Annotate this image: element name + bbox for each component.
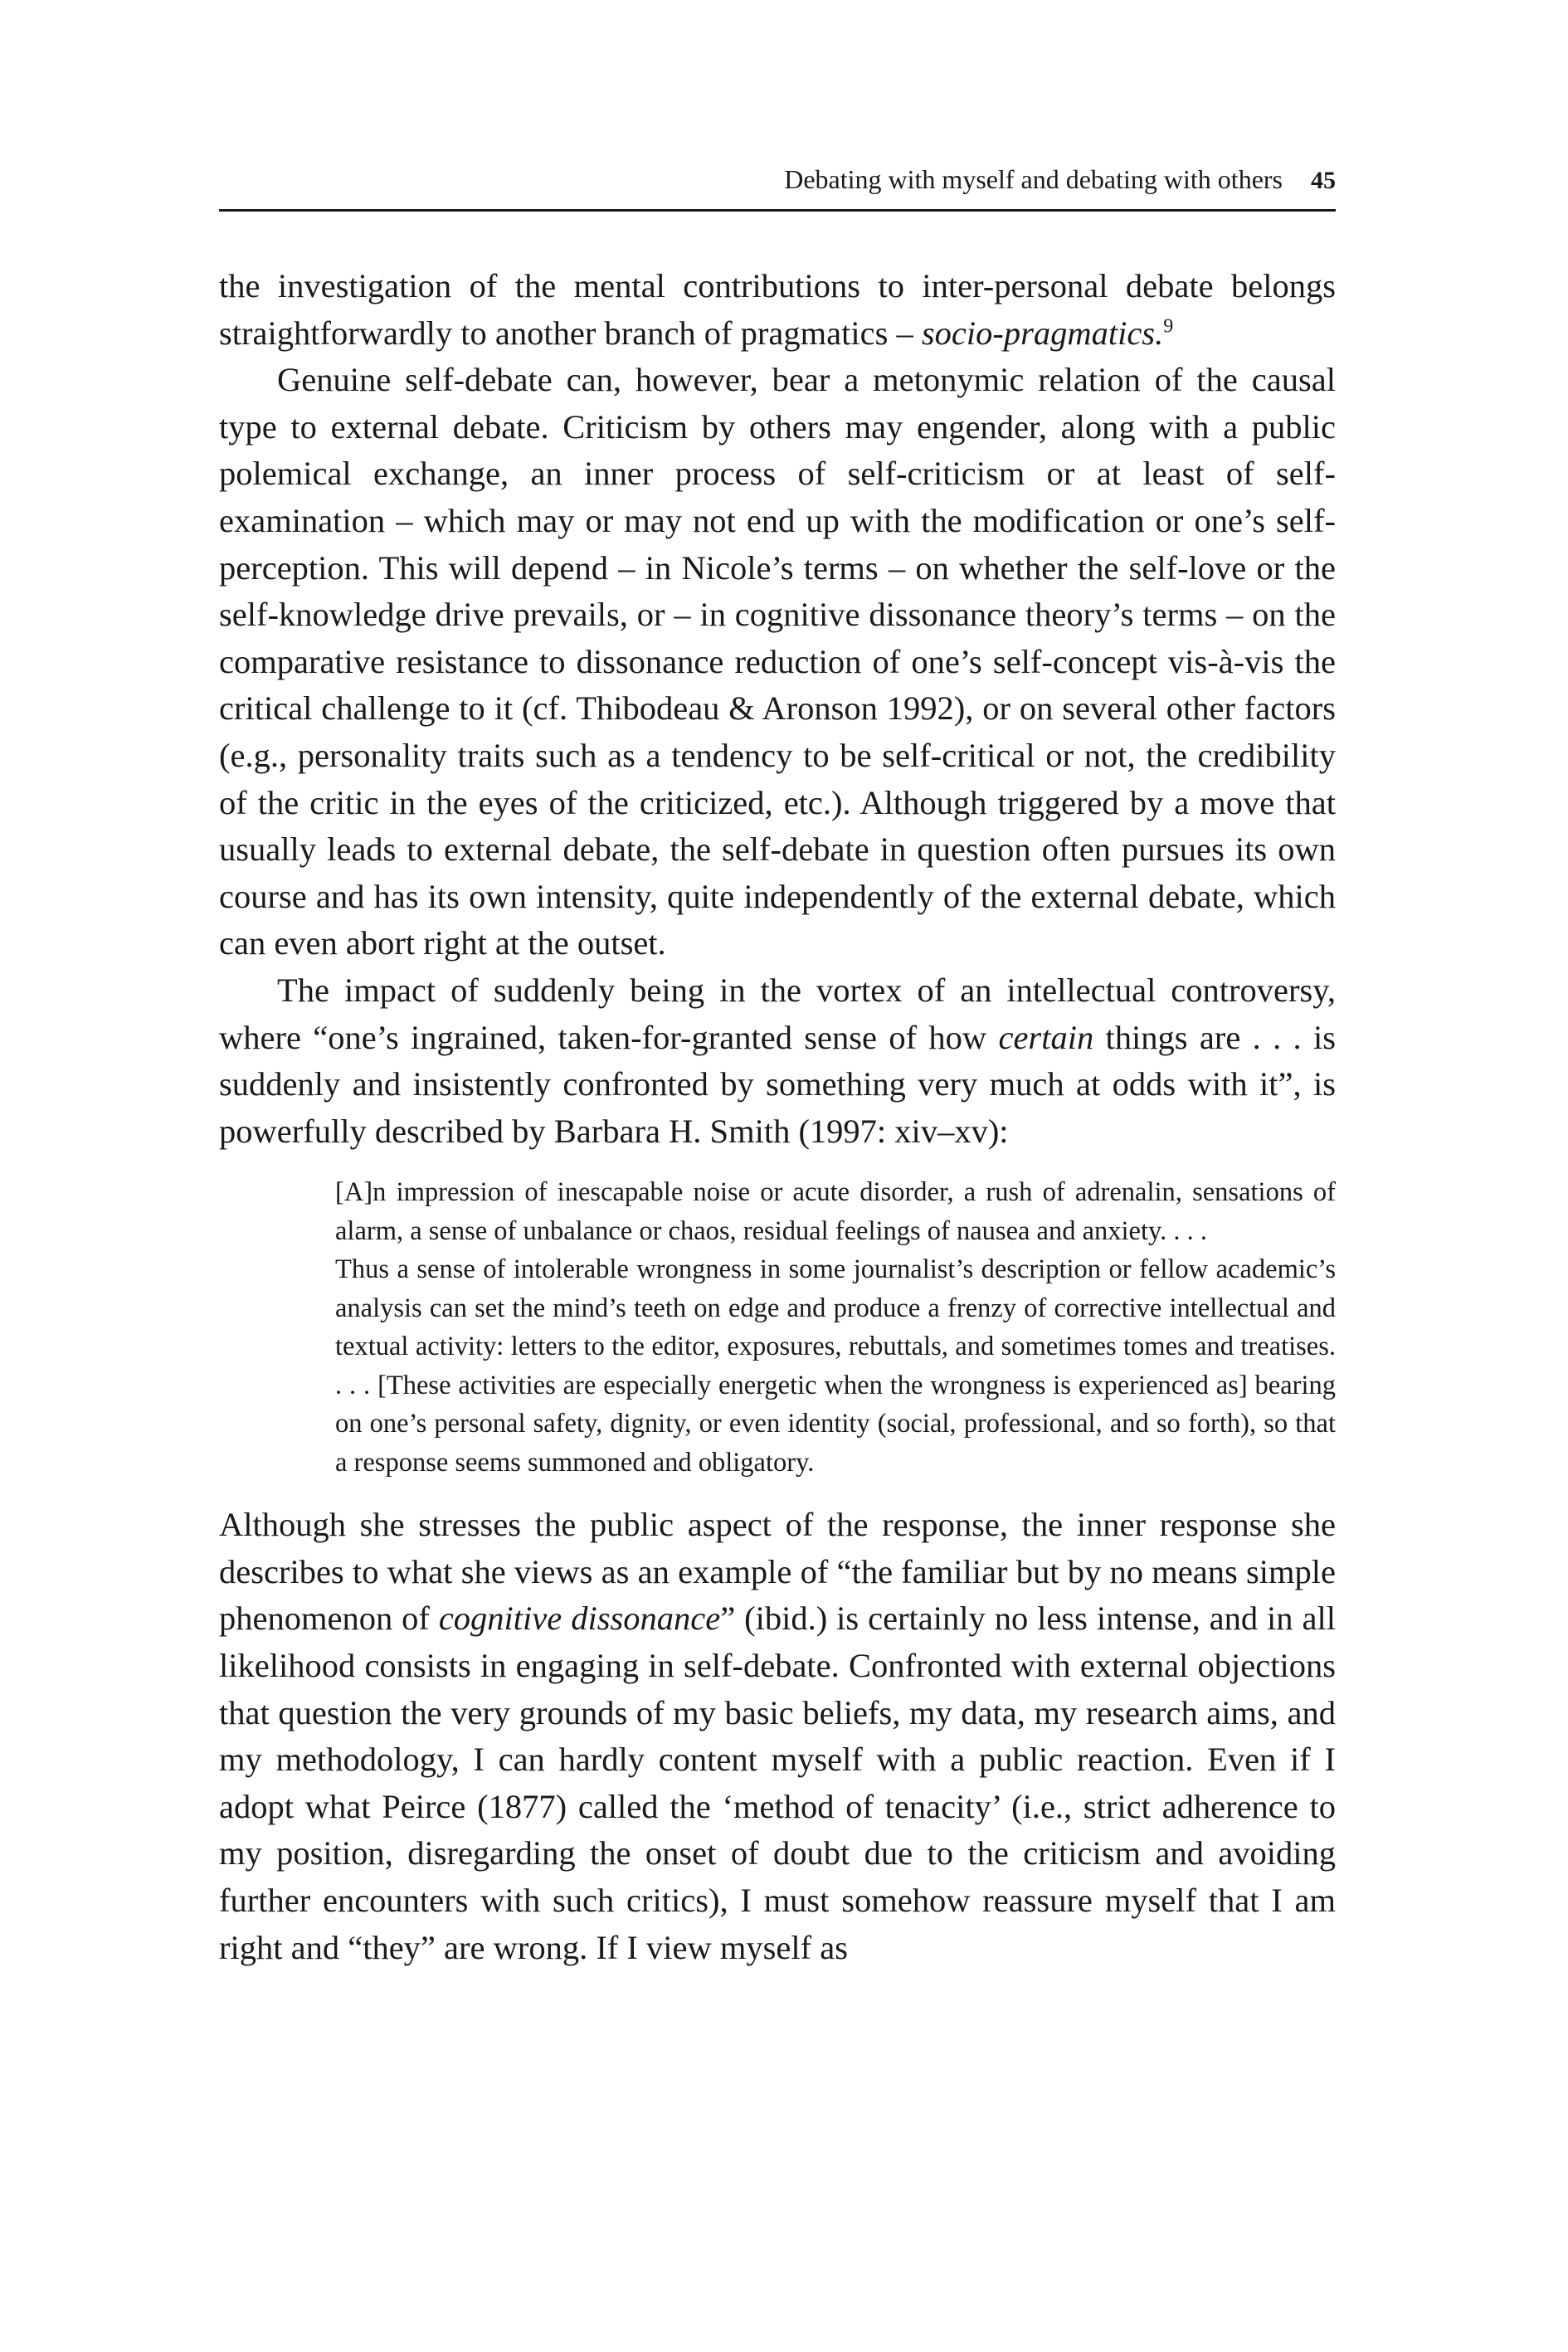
body-text [219, 263, 1336, 1971]
paragraph-1-italic: socio-pragmatics. [921, 314, 1164, 352]
paragraph-3-text-a: The impact of suddenly being in the vortex of an intellectual controversy, where “one’s ingrained, taken-for-granted sense of how [219, 971, 1336, 1056]
running-head [219, 163, 1336, 212]
block-quote-paragraph-1: [A]n impression of inescapable noise or acute disorder, a rush of adrenalin, sensations of alarm, a sense of unbalance or chaos, residual feelings of nausea and anxiety. . . . [335, 1177, 1336, 1246]
paragraph-4 [219, 1502, 1336, 1971]
block-quote-paragraph-2: Thus a sense of intolerable wrongness in some journalist’s description or fellow academic’s analysis can set the mind’s teeth on edge and produce a frenzy of corrective intellectual and textual activity: letters to the editor, exposures, rebuttals, and sometimes tomes and treatises. . . . [These activities are especially energetic when the wrongness is experienced as] bearing on one’s personal safety, dignity, or even identity (social, professional, and so forth), so that a response seems summoned and obligatory. [335, 1254, 1336, 1478]
paragraph-3-text-b: things are . . . is suddenly and insistently confronted by something very much at odds with it”, is powerfully described by Barbara H. Smith (1997: xiv–xv): [219, 1018, 1336, 1150]
book-page [219, 163, 1336, 1971]
paragraph-1-text: the investigation of the mental contributions to inter-personal debate belongs straightforwardly to another branch of pragmatics – [219, 267, 1336, 352]
block-quote [335, 1173, 1336, 1482]
paragraph-3 [219, 967, 1336, 1155]
paragraph-4-text-b: ” (ibid.) is certainly no less intense, and in all likelihood consists in engaging in self-debate. Confronted with external objections that question the very grounds of my basic beliefs, my data, my research aims, and my methodology, I can hardly content myself with a public reaction. Even if I adopt what Peirce (1877) called the ‘method of tenacity’ (i.e., strict adherence to my position, disregarding the onset of doubt due to the criticism and avoiding further encounters with such critics), I must somehow reassure myself that I am right and “they” are wrong. If I view myself as [219, 1600, 1336, 1966]
paragraph-2: Genuine self-debate can, however, bear a metonymic relation of the causal type to external debate. Criticism by others may engender, along with a public polemical exchange, an inner process of self-criticism or at least of self-examination – which may or may not end up with the modification or one’s self-perception. This will depend – in Nicole’s terms – on whether the self-love or the self-knowledge drive prevails, or – in cognitive dissonance theory’s terms – on the comparative resistance to dissonance reduction of one’s self-concept vis-à-vis the critical challenge to it (cf. Thibodeau & Aronson 1992), or on several other factors (e.g., personality traits such as a tendency to be self-critical or not, the credibility of the critic in the eyes of the criticized, etc.). Although triggered by a move that usually leads to external debate, the self-debate in question often pursues its own course and has its own intensity, quite independently of the external debate, which can even abort right at the outset. [219, 361, 1336, 962]
footnote-marker: 9 [1163, 315, 1174, 338]
running-title: Debating with myself and debating with others [784, 164, 1283, 194]
paragraph-3-italic: certain [998, 1018, 1094, 1056]
paragraph-1 [219, 263, 1336, 357]
paragraph-4-italic: cognitive dissonance [438, 1600, 721, 1638]
page-number: 45 [1311, 167, 1336, 194]
paragraph-4-text-a: Although she stresses the public aspect of the response, the inner response she describes to what she views as an example of “the familiar but by no means simple phenomenon of [219, 1506, 1336, 1638]
